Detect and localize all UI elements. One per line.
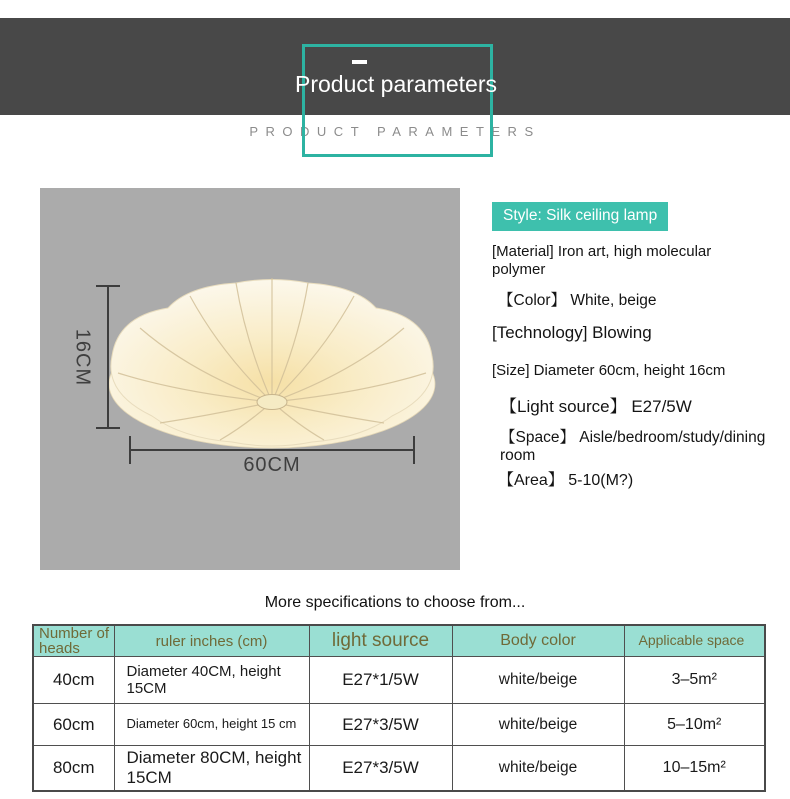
width-dimension-label: 60CM xyxy=(243,454,301,476)
title-dash-decoration xyxy=(352,60,367,64)
spec-space: 【Space】 Aisle/bedroom/study/dining room xyxy=(500,429,766,465)
cell-light: E27*3/5W xyxy=(309,746,452,791)
col-header-number-of-heads: Number of heads xyxy=(33,625,114,657)
cell-heads: 80cm xyxy=(33,746,114,791)
col-header-light-source: light source xyxy=(309,625,452,657)
cell-space: 5–10m² xyxy=(624,704,765,746)
table-header-row xyxy=(33,625,765,657)
top-banner xyxy=(0,18,790,115)
col-header-applicable-space: Applicable space xyxy=(624,625,765,657)
cell-space: 10–15m² xyxy=(624,746,765,791)
ceiling-lamp-diagram xyxy=(40,188,460,570)
table-row xyxy=(33,704,765,746)
cell-heads: 40cm xyxy=(33,657,114,704)
cell-color: white/beige xyxy=(452,657,624,704)
page-subtitle: PRODUCT PARAMETERS xyxy=(249,124,541,139)
col-header-body-color: Body color xyxy=(452,625,624,657)
spec-technology: [Technology] Blowing xyxy=(492,323,652,342)
more-specs-heading: More specifications to choose from... xyxy=(264,594,526,611)
table-row xyxy=(33,657,765,704)
page-title: Product parameters xyxy=(295,71,497,97)
spec-area: 【Area】 5-10(M?) xyxy=(498,472,634,489)
style-badge: Style: Silk ceiling lamp xyxy=(492,202,668,231)
product-image-panel xyxy=(40,188,460,570)
spec-material: [Material] Iron art, high molecular polymer xyxy=(492,243,712,278)
height-dimension-label: 16CM xyxy=(71,328,94,387)
cell-light: E27*3/5W xyxy=(309,704,452,746)
cell-heads: 60cm xyxy=(33,704,114,746)
cell-ruler: Diameter 60cm, height 15 cm xyxy=(114,704,309,746)
cell-light: E27*1/5W xyxy=(309,657,452,704)
spec-light-source: 【Light source】 E27/5W xyxy=(500,397,692,416)
cell-ruler: Diameter 80CM, height 15CM xyxy=(114,746,309,791)
spec-color: 【Color】 White, beige xyxy=(498,292,657,309)
spec-size: [Size] Diameter 60cm, height 16cm xyxy=(492,362,726,379)
spec-column xyxy=(492,202,768,502)
cell-ruler: Diameter 40CM, height 15CM xyxy=(114,657,309,704)
cell-color: white/beige xyxy=(452,746,624,791)
col-header-ruler: ruler inches (cm) xyxy=(114,625,309,657)
cell-color: white/beige xyxy=(452,704,624,746)
specifications-table xyxy=(32,624,766,792)
cell-space: 3–5m² xyxy=(624,657,765,704)
table-row xyxy=(33,746,765,791)
